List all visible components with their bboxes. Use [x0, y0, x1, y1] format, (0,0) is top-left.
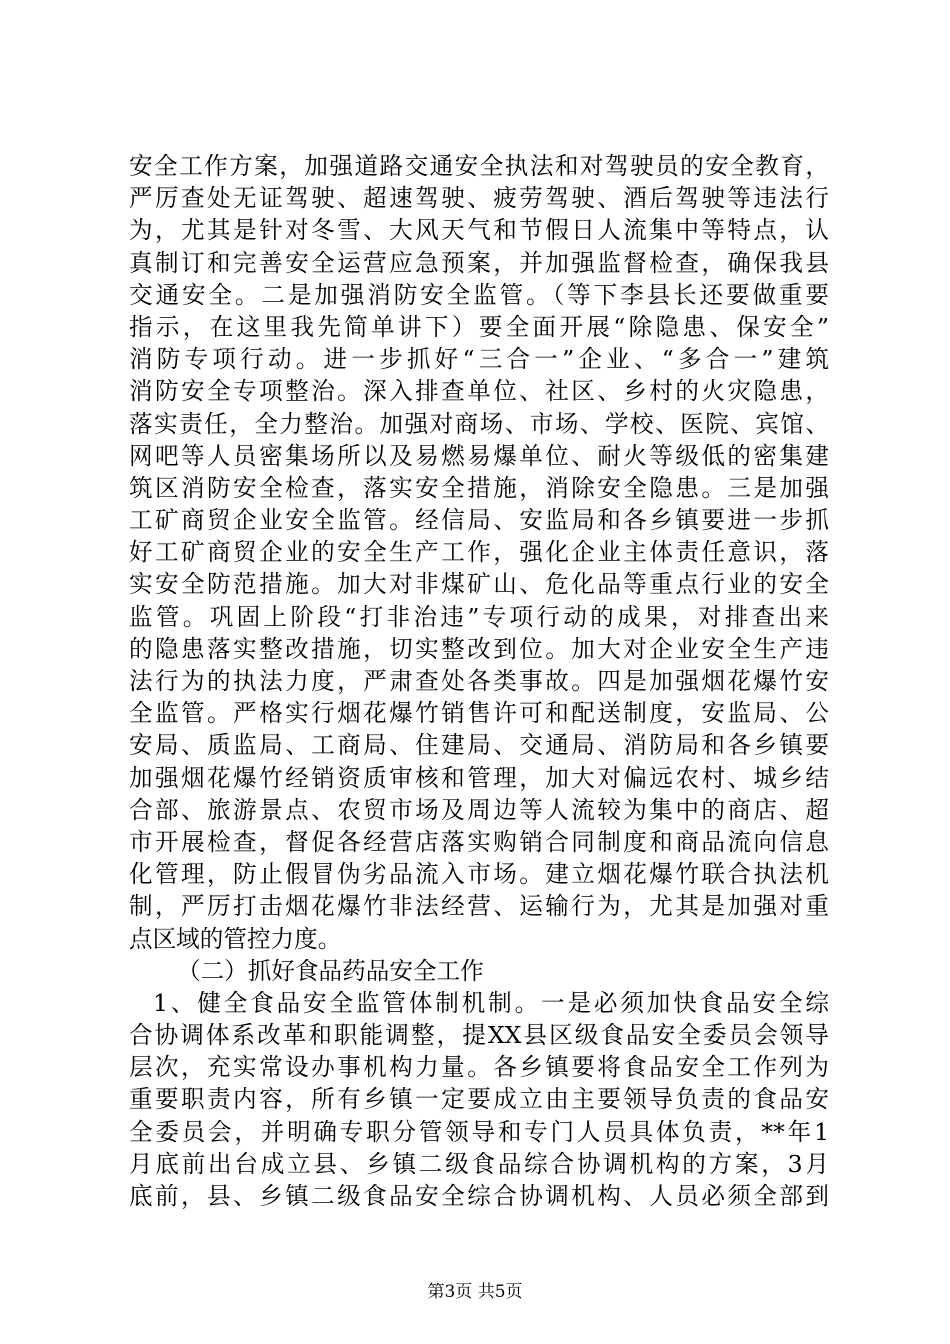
paragraph-food-safety — [129, 987, 829, 1212]
text-line: 法行为的执法力度，严肃查处各类事故。四是加强烟花爆竹安 — [129, 667, 829, 695]
text-line: 市开展检查，督促各经营店落实购销合同制度和商品流向信息 — [129, 827, 829, 856]
text-line: 监管。巩固上阶段“打非治违”专项行动的成果，对排查出来 — [129, 602, 829, 631]
text-line: 安局、质监局、工商局、住建局、交通局、消防局和各乡镇要 — [129, 731, 829, 760]
text-line: 工矿商贸企业安全监管。经信局、安监局和各乡镇要进一步抓 — [129, 506, 829, 535]
text-line: 制，严厉打击烟花爆竹非法经营、运输行为，尤其是加强对重 — [129, 892, 829, 921]
text-line: 底前，县、乡镇二级食品安全综合协调机构、人员必须全部到 — [129, 1182, 829, 1210]
text-line: 月底前出台成立县、乡镇二级食品综合协调机构的方案，3月 — [129, 1149, 829, 1178]
text-line: 指示，在这里我先简单讲下）要全面开展“除隐患、保安全” — [129, 312, 829, 341]
text-line: 全监管。严格实行烟花爆竹销售许可和配送制度，安监局、公 — [129, 699, 829, 728]
text-line: 重要职责内容，所有乡镇一定要成立由主要领导负责的食品安 — [129, 1085, 829, 1114]
document-body — [129, 150, 829, 1212]
text-line: 合协调体系改革和职能调整，提XX县区级食品安全委员会领导 — [129, 1021, 829, 1050]
text-line: 化管理，防止假冒伪劣品流入市场。建立烟花爆竹联合执法机 — [129, 860, 829, 889]
text-line: 1、健全食品安全监管体制机制。一是必须加快食品安全综 — [153, 988, 829, 1017]
text-line: 网吧等人员密集场所以及易燃易爆单位、耐火等级低的密集建 — [129, 441, 829, 470]
text-line: 真制订和完善安全运营应急预案，并加强监督检查，确保我县 — [129, 248, 829, 277]
paragraph-road-fire-safety — [129, 150, 829, 955]
text-line: 合部、旅游景点、农贸市场及周边等人流较为集中的商店、超 — [129, 795, 829, 824]
text-line: 落实责任，全力整治。加强对商场、市场、学校、医院、宾馆、 — [129, 409, 829, 438]
text-line: 点区域的管控力度。 — [129, 924, 342, 953]
text-line: 严厉查处无证驾驶、超速驾驶、疲劳驾驶、酒后驾驶等违法行 — [129, 184, 829, 213]
section-heading: （二）抓好食品药品安全工作 — [177, 956, 484, 985]
text-line: 实安全防范措施。加大对非煤矿山、危化品等重点行业的安全 — [129, 570, 829, 599]
text-line: 加强烟花爆竹经销资质审核和管理，加大对偏远农村、城乡结 — [129, 763, 829, 792]
text-line: 交通安全。二是加强消防安全监管。（等下李县长还要做重要 — [129, 280, 829, 309]
text-line: 层次，充实常设办事机构力量。各乡镇要将食品安全工作列为 — [129, 1053, 829, 1082]
page-footer: 第3页 共5页 — [427, 1282, 523, 1302]
text-line: 的隐患落实整改措施，切实整改到位。加大对企业安全生产违 — [129, 634, 829, 663]
text-line: 好工矿商贸企业的安全生产工作，强化企业主体责任意识，落 — [129, 538, 829, 567]
text-line: 筑区消防安全检查，落实安全措施，消除安全隐患。三是加强 — [129, 473, 829, 502]
text-line: 为，尤其是针对冬雪、大风天气和节假日人流集中等特点，认 — [129, 216, 829, 245]
text-line: 全委员会，并明确专职分管领导和专门人员具体负责，**年1 — [129, 1117, 829, 1146]
text-line: 消防专项行动。进一步抓好“三合一”企业、“多合一”建筑 — [129, 345, 829, 374]
text-line: 安全工作方案，加强道路交通安全执法和对驾驶员的安全教育， — [129, 152, 829, 180]
text-line: 消防安全专项整治。深入排查单位、社区、乡村的火灾隐患， — [129, 377, 829, 406]
